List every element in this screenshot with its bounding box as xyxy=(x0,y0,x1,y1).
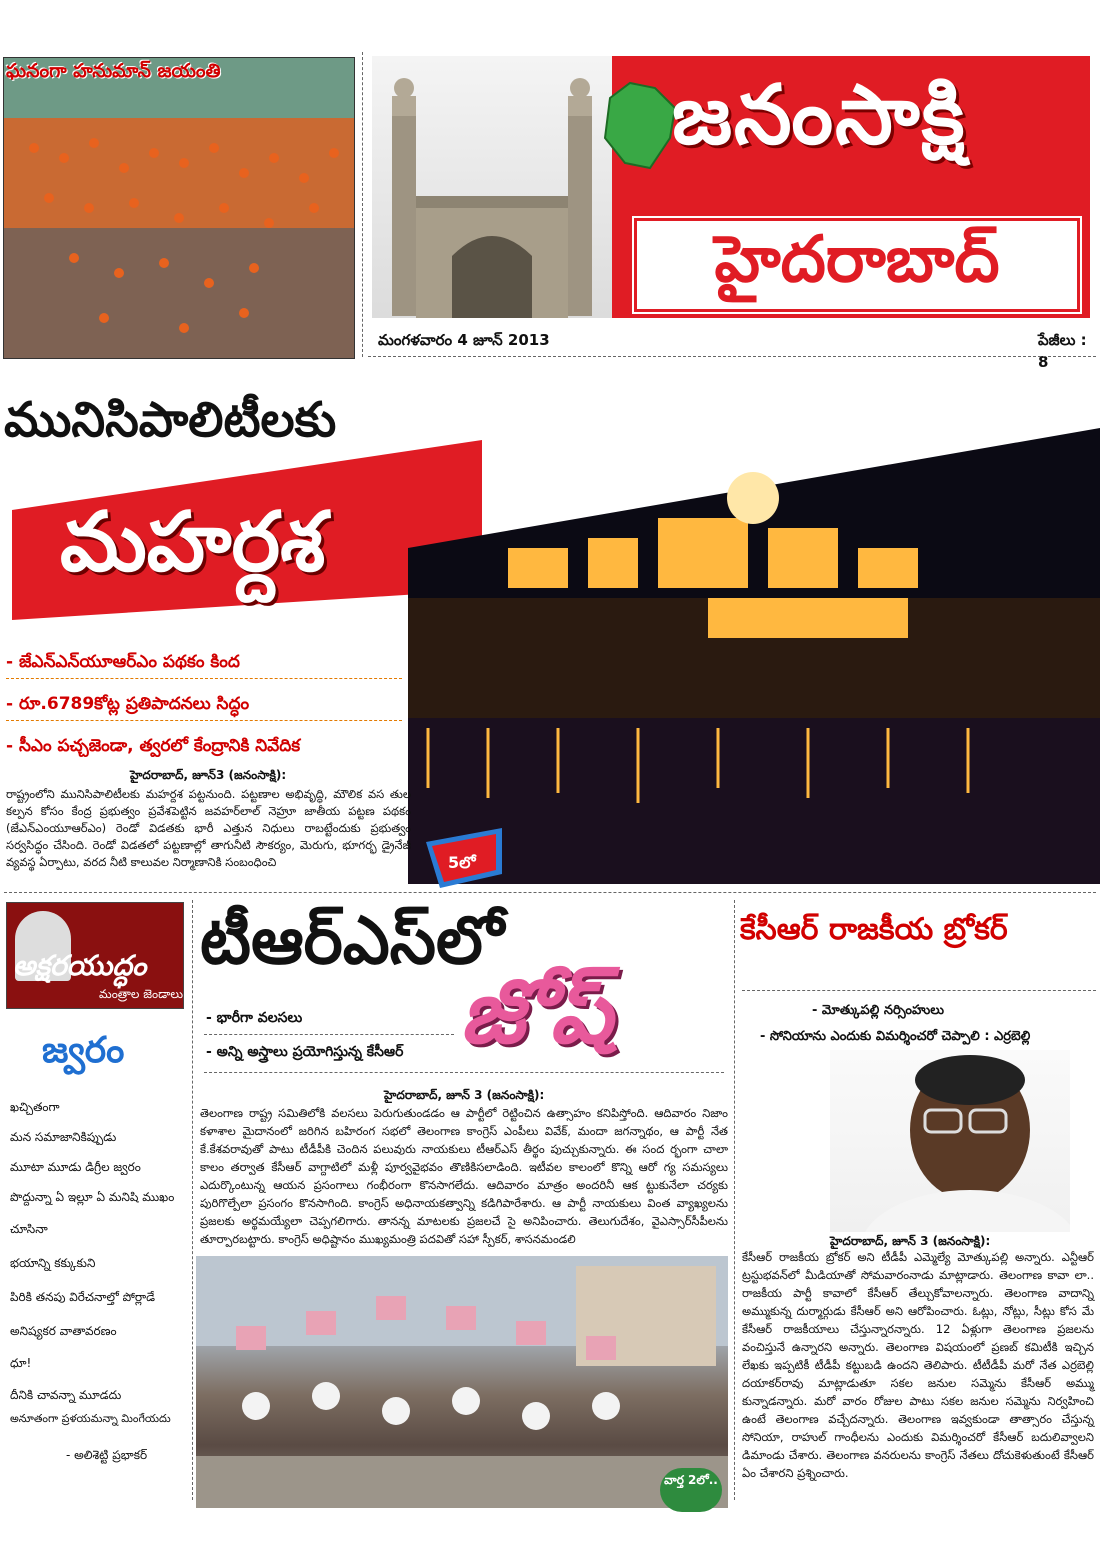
lead-bullet-3: - సీఎం పచ్చజెండా, త్వరలో కేంద్రానికి నివేదిక xyxy=(6,736,301,756)
page-count: పేజీలు : 8 xyxy=(1038,331,1087,371)
kcr-headline: కేసీఆర్ రాజకీయ బ్రోకర్ xyxy=(740,912,1008,947)
charminar-photo xyxy=(372,56,612,318)
kcr-dateline: హైదరాబాద్, జూన్ 3 (జనంసాక్షి): xyxy=(830,1234,991,1248)
poem-author: - అలిశెట్టి ప్రభాకర్ xyxy=(66,1448,148,1462)
trs-dateline: హైదరాబాద్, జూన్ 3 (జనంసాక్షి): xyxy=(384,1088,545,1102)
column-divider xyxy=(192,900,193,1500)
kcr-body: కేసీఆర్ రాజకీయ బ్రోకర్ అని టీడీపీ ఎమ్మెల్యే మోత్కుపల్లి అన్నారు. ఎన్టీఆర్ ట్రస్టుభవన్‌లో మీడియాతో సోమవారంనాడు మాట్లాడారు. తెలంగాణ కావా లా.. రాజకీయ పార్టీ కావాలో కేసీఆర్ తేల్చుకోవాలన్నారు. తెలంగాణ వాదాన్ని అమ్ముకున్న దుర్మార్గుడు కేసీఆర్ అని ఆరోపించారు. ఓట్లు, నోట్లు, సీట్లు కోస మే కేసీఆర్ రాజకీయాలు చేస్తున్నారన్నారు. 12 ఏళ్లుగా తెలంగాణ ప్రజలను వంచిస్తునే ఉన్నారని అన్నారు. తెలంగాణ విషయంలో ప్రణబ్ కమిటీకి ఇచ్చిన లేఖకు ఇప్పటికీ టీడీపీ కట్టుబడి ఉందని తెలిపారు. టీటీడీపీ మరో నేత ఎర్రబెల్లి దయాకర్‌రావు మాట్లాడుతూ సకల జనుల సమ్మెను కేసీఆర్ అమ్ము కున్నాడన్నారు. మరో వారం రోజుల పాటు సకల జనుల సమ్మెను నిర్వహించి ఉంటే తెలంగాణ వచ్చేదన్నారు. తెలంగాణ ఇవ్వకుండా తాత్సారం చేస్తున్న సోనియా, రాహుల్ గాంధీలను ఎందుకు విమర్శించరో కేసీఆర్ బదులివ్వాలని డిమాండు చేశారు. తెలంగాణ వనరులను కాంగ్రెస్ నేతలు దోచుకెళుతుంటే కేసీఆర్ ఏం చేశారని ప్రశ్నించారు. xyxy=(742,1250,1094,1480)
column-brand: అక్షరయుద్ధం xyxy=(13,949,147,982)
charminar-icon xyxy=(372,56,612,318)
telangana-map-icon xyxy=(600,78,680,174)
continued-text: 5లో xyxy=(448,853,476,872)
poem-line: పొద్దున్నా ఏ ఇల్లూ ఏ మనిషి ముఖం xyxy=(10,1190,175,1204)
crowd-illustration xyxy=(4,58,354,358)
poem-line: ఖచ్చితంగా xyxy=(10,1100,60,1114)
column-divider xyxy=(362,52,363,357)
photo-caption: ఘనంగా హనుమాన్ జయంతి xyxy=(6,60,221,82)
lead-dateline: హైదరాబాద్, జూన్3 (జనంసాక్షి): xyxy=(130,768,287,782)
continued-badge: వార్త 2లో.. xyxy=(660,1468,722,1512)
divider xyxy=(204,1034,454,1035)
lead-body: రాష్ట్రంలోని మునిసిపాలిటీలకు మహర్దశ పట్టనుంది. పట్టణాల అభివృద్ధి, మౌలిక వస తుల కల్పన కోసం కేంద్ర ప్రభుత్వం ప్రవేశపెట్టిన జవహర్‌లాల్ నెహ్రూ జాతీయ పట్టణ పథకం (జేఎన్ఎంయూఆర్ఎం) రెండో విడతకు భారీ ఎత్తున నిధులు రాబట్టేందుకు ప్రభుత్వం సర్వసిద్ధం చేసింది. రెండో విడతలో పట్టణాల్లో తాగునీటి సౌకర్యం, మెరుగు, భూగర్భ డ్రైనేజీ వ్యవస్థ ఏర్పాటు, వరద నీటి కాలువల నిర్మాణానికి సంబంధించి xyxy=(6,787,411,869)
divider xyxy=(368,356,1096,357)
trs-bullet-2: - అన్ని అస్త్రాలు ప్రయోగిస్తున్న కేసీఆర్ xyxy=(206,1044,404,1060)
motkupalli-portrait xyxy=(830,1050,1070,1232)
poem-line: భయాన్ని కక్కుకుని xyxy=(10,1256,96,1270)
kcr-subhead-2: - సోనియాను ఎందుకు విమర్శించరో చెప్పాలి : ఎర్రబెల్లి xyxy=(760,1029,1031,1044)
trs-headline-accent: జోష్ xyxy=(460,960,613,1063)
lead-bullet-2: - రూ.6789కోట్ల ప్రతిపాదనలు సిద్ధం xyxy=(6,694,250,714)
lead-headline-main: మహర్దశ xyxy=(60,495,326,590)
divider xyxy=(4,892,1096,893)
column-divider xyxy=(734,900,735,1500)
divider xyxy=(204,1072,724,1073)
masthead xyxy=(372,56,1090,318)
poem-line: దీనికి చావన్నా మూడదు xyxy=(10,1388,122,1402)
poem-line: చూసినా xyxy=(10,1222,48,1236)
hanuman-jayanti-photo xyxy=(3,57,355,359)
poem-line: ధూ! xyxy=(10,1356,32,1370)
hyderabad-night-photo xyxy=(408,428,1100,884)
date-line: మంగళవారం 4 జూన్ 2013 xyxy=(378,331,550,349)
poem-line: పిరికి తనపు విరేచనాల్తో పోర్లాడే xyxy=(10,1290,156,1304)
lead-bullet-1: - జేఎన్ఎన్‌యూఆర్ఎం పథకం కింద xyxy=(6,652,240,672)
continued-badge xyxy=(426,828,502,888)
lead-headline-top: మునిసిపాలిటీలకు xyxy=(4,392,337,448)
kcr-subhead-1: - మోత్కుపల్లి నర్సింహులు xyxy=(812,1003,944,1018)
poem-line: అనూతంగా ప్రళయమన్నా మింగేయదు xyxy=(10,1412,171,1425)
divider xyxy=(742,990,1096,991)
divider xyxy=(6,720,402,721)
trs-rally-photo xyxy=(196,1256,728,1508)
trs-bullet-1: - భారీగా వలసలు xyxy=(206,1010,303,1026)
trs-body: తెలంగాణ రాష్ట్ర సమితిలోకి వలసలు పెరుగుతుండడం ఆ పార్టీలో రెట్టించిన ఉత్సాహం కనిపిస్తోంది. ఆదివారం నిజాం కళాశాల మైదానంలో జరిగిన బహిరంగ సభలో తెలంగాణ కాంగ్రెస్ ఎంపీలు వివేక్, మందా జగన్నాథం, ఆ పార్టీ నేత కే.కేశవరావుతో పాటు టీడీపీకి చెందిన పలువురు నాయకులు టీఆర్ఎస్ తీర్థం పుచ్చుకున్నారు. ఈ సంద ర్భంగా చాలా కాలం తర్వాత కేసీఆర్ వాగ్దాటిలో మళ్లీ పూర్వవైభవం తొణికిసలాడింది. ఇటీవల కాలంలో కొన్ని ఆరో గ్య సమస్యలు ఎదుర్కొంటున్న ఆయన ప్రసంగాలు గంభీరంగా కొనసాగలేదు. ఆదివారం మాత్రం అందరినీ ఆక ట్టుకునేలా చర్యకు పురిగొల్పేలా ప్రసంగం కొనసాగింది. కాంగ్రెస్ అధినాయకత్వాన్ని కడిగిపారేశారు. ఆ పార్టీ నాయకులు వింత వ్యాఖ్యలను ప్రజలకు అర్థమయ్యేలా చెప్పగలిగారు. తానన్న మాటలకు ప్రజలచే సై అనిపించారు. తెలుగుదేశం, వైఎస్సార్‌సీపీలను తూర్పారబట్టారు. కాంగ్రెస్ అధిష్టానం ముఖ్యమంత్రి పదవితో సహా స్పీకర్, శాసనమండలి xyxy=(200,1106,728,1246)
column-brand-sub: మంత్రాల జెండాలు xyxy=(99,987,183,1001)
trs-headline: టీఆర్ఎస్‌లో xyxy=(200,902,504,979)
poem-line: అనిష్యకర వాతావరణం xyxy=(10,1324,117,1338)
paper-name: జనంసాక్షి xyxy=(672,68,967,163)
poem-line: మూటా మూడు డిగ్రీల జ్వరం xyxy=(10,1160,141,1174)
poem-title: జ్వరం xyxy=(42,1030,125,1071)
divider xyxy=(6,678,402,679)
city-name: హైదరాబాద్ xyxy=(714,223,1000,297)
city-box xyxy=(634,218,1080,312)
akshara-yuddham-box xyxy=(6,902,184,1009)
poem-line: మన సమాజానికిప్పుడు xyxy=(10,1130,117,1144)
